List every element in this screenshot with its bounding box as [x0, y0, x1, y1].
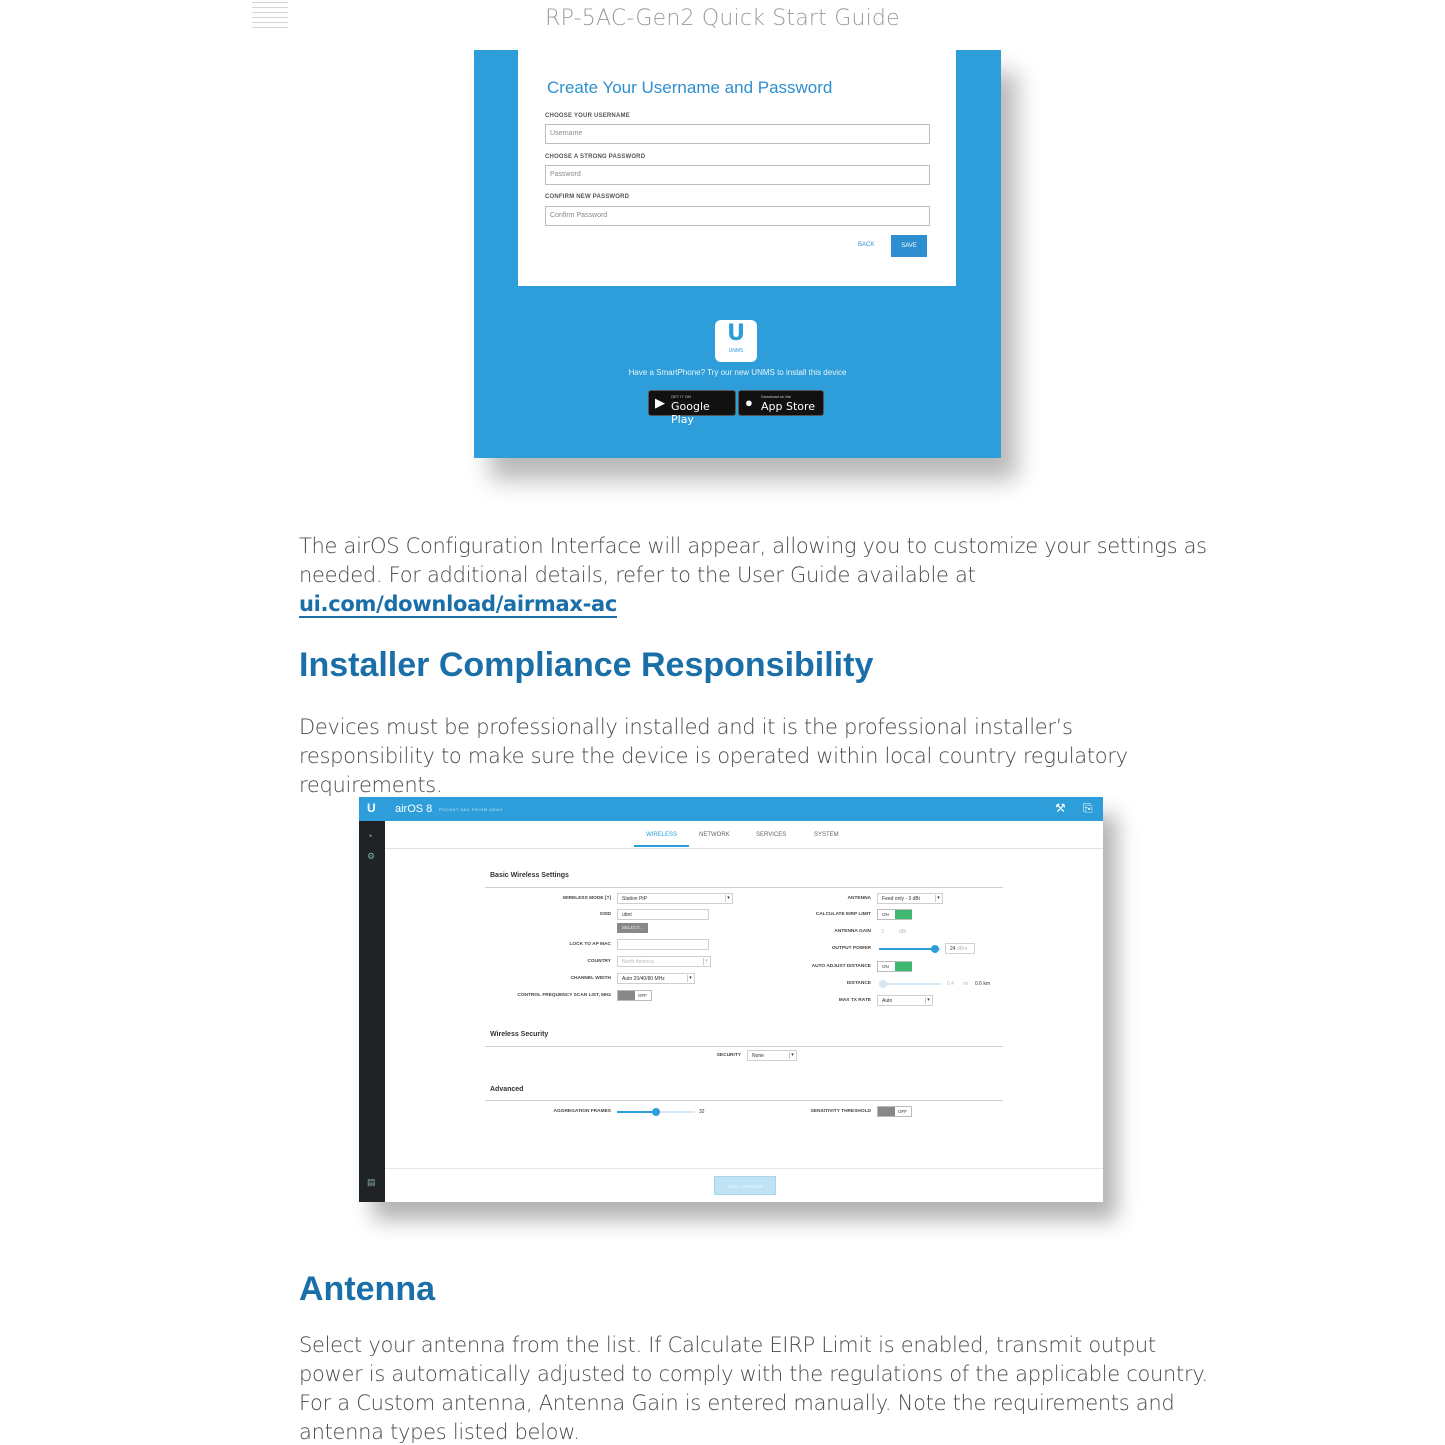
output-power-slider[interactable] — [879, 948, 941, 950]
intro-paragraph: The airOS Configuration Interface will appear, allowing you to customize your settings as needed. For additional details, refer to the User Guide available at ui.com/download/airmax-ac — [299, 534, 1207, 616]
section-security-title: Wireless Security — [490, 1031, 549, 1038]
distance-slider[interactable] — [879, 983, 941, 985]
wireless-mode-select[interactable]: Station PtP ▾ — [617, 893, 733, 904]
dashboard-icon[interactable]: ◔ — [367, 831, 373, 841]
auto-adjust-toggle[interactable]: ON — [877, 961, 912, 972]
confirm-password-label: CONFIRM NEW PASSWORD — [545, 194, 630, 200]
output-power-label: OUTPUT POWER — [831, 946, 871, 951]
aggregation-value: 32 — [699, 1109, 705, 1115]
calc-eirp-label: CALCULATE EIRP LIMIT — [815, 912, 871, 917]
antenna-select[interactable]: Feed only - 3 dBi ▾ — [877, 893, 943, 904]
distance-miles-unit: mi — [963, 981, 969, 987]
confirm-password-input[interactable]: Confirm Password — [545, 206, 930, 226]
notes-icon[interactable]: ▤ — [367, 1177, 376, 1187]
section-divider — [485, 1046, 1003, 1047]
antenna-paragraph: Select your antenna from the list. If Calculate EIRP Limit is enabled, transmit output power is automatically adjusted to comply with the regulations of the applicable country. For a Custom antenna, Antenna Gain is entered manually. Note the requirements and antenna types listed below. — [299, 1333, 1208, 1444]
section-advanced-title: Advanced — [490, 1086, 524, 1093]
chevron-down-icon: ▾ — [703, 958, 709, 965]
max-tx-rate-label: MAX TX RATE — [838, 998, 871, 1003]
save-button[interactable]: SAVE — [891, 235, 927, 257]
section-divider — [485, 887, 1003, 888]
username-input[interactable]: Username — [545, 124, 930, 144]
lock-ap-mac-input[interactable] — [617, 939, 709, 950]
unms-logo: U UNMS — [715, 320, 757, 362]
aggregation-slider[interactable] — [617, 1111, 695, 1113]
control-freq-toggle[interactable]: OFF — [617, 990, 652, 1001]
ssid-label: SSID — [599, 912, 611, 917]
user-guide-link[interactable]: ui.com/download/airmax-ac — [299, 592, 618, 616]
chevron-down-icon: ▾ — [687, 975, 693, 982]
ubiquiti-u-icon: U — [367, 801, 376, 815]
apple-icon: ● — [745, 395, 753, 410]
antenna-label: ANTENNA — [847, 896, 871, 901]
distance-miles: 0.4 — [947, 981, 954, 987]
select-ssid-button[interactable]: SELECT... — [617, 923, 648, 933]
airos-topbar — [359, 797, 1103, 821]
app-store-badge[interactable]: ● Download on the App Store — [738, 390, 824, 416]
unms-setup-screenshot — [474, 50, 1001, 458]
country-select[interactable]: North America ▾ — [617, 956, 711, 967]
chevron-down-icon: ▾ — [725, 895, 731, 902]
credentials-title: Create Your Username and Password — [547, 78, 833, 97]
tab-network[interactable]: NETWORK — [699, 832, 730, 838]
ubiquiti-u-icon: U — [727, 321, 745, 346]
control-freq-label: CONTROL FREQUENCY SCAN LIST, MHz — [517, 993, 611, 998]
antenna-gain-value: 3 — [881, 929, 884, 935]
lock-ap-mac-label: LOCK TO AP MAC — [569, 942, 611, 947]
security-label: SECURITY — [716, 1053, 741, 1058]
distance-km: 0.6 km — [975, 981, 991, 987]
airos-sidebar — [359, 821, 385, 1202]
chevron-down-icon: ▾ — [789, 1052, 795, 1059]
chevron-down-icon: ▾ — [935, 895, 941, 902]
credentials-card — [518, 50, 956, 286]
section-basic-title: Basic Wireless Settings — [490, 872, 569, 879]
auto-adjust-label: AUTO ADJUST DISTANCE — [811, 964, 871, 969]
compliance-heading: Installer Compliance Responsibility — [299, 646, 874, 684]
footer-divider — [385, 1168, 1103, 1169]
settings-icon[interactable]: ⚙ — [367, 851, 376, 861]
airos-screenshot — [359, 797, 1103, 1202]
distance-label: DISTANCE — [846, 981, 871, 986]
security-select[interactable]: None ▾ — [747, 1050, 797, 1061]
password-input[interactable]: Password — [545, 165, 930, 185]
sensitivity-label: SENSITIVITY THRESHOLD — [810, 1109, 871, 1114]
chevron-down-icon: ▾ — [925, 997, 931, 1004]
logout-icon[interactable]: ⎘ — [1083, 801, 1093, 815]
channel-width-label: CHANNEL WIDTH — [570, 976, 611, 981]
page-title: RP-5AC-Gen2 Quick Start Guide — [545, 6, 900, 31]
section-divider — [485, 1100, 1003, 1101]
username-label: CHOOSE YOUR USERNAME — [545, 113, 630, 119]
password-label: CHOOSE A STRONG PASSWORD — [545, 154, 646, 160]
back-button[interactable]: BACK — [858, 242, 875, 248]
tools-icon[interactable]: ⚒ — [1055, 801, 1066, 815]
ssid-input[interactable]: ubnt — [617, 909, 709, 920]
antenna-heading: Antenna — [299, 1270, 435, 1308]
country-label: COUNTRY — [587, 959, 611, 964]
google-play-badge[interactable]: ▶ GET IT ON Google Play — [648, 390, 736, 416]
aggregation-label: AGGREGATION FRAMES — [553, 1109, 611, 1114]
airos-brand: airOS 8 — [395, 803, 433, 815]
output-power-input[interactable]: 24 dBm — [945, 943, 975, 954]
tab-wireless[interactable]: WIRELESS — [634, 832, 689, 847]
settings-tabs — [385, 821, 1103, 849]
calc-eirp-toggle[interactable]: ON — [877, 909, 912, 920]
save-changes-button[interactable]: SAVE CHANGES — [714, 1176, 776, 1195]
device-model: POCKET 5AC PRISM GEN2 — [439, 807, 503, 812]
channel-width-select[interactable]: Auto 20/40/80 MHz ▾ — [617, 973, 695, 984]
antenna-gain-label: ANTENNA GAIN — [834, 929, 871, 934]
tab-system[interactable]: SYSTEM — [814, 832, 839, 838]
play-icon: ▶ — [655, 395, 665, 410]
antenna-gain-unit: dBi — [899, 929, 907, 935]
unms-promo-text: Have a SmartPhone? Try our new UNMS to install this device — [628, 368, 847, 377]
sensitivity-toggle[interactable]: OFF — [877, 1106, 912, 1117]
tab-services[interactable]: SERVICES — [756, 832, 787, 838]
max-tx-rate-select[interactable]: Auto ▾ — [877, 995, 933, 1006]
compliance-paragraph: Devices must be professionally installed and it is the professional installer’s responsibility to make sure the device is operated within local country regulatory requirements. — [299, 715, 1128, 797]
wireless-mode-label: WIRELESS MODE [?] — [562, 896, 611, 901]
